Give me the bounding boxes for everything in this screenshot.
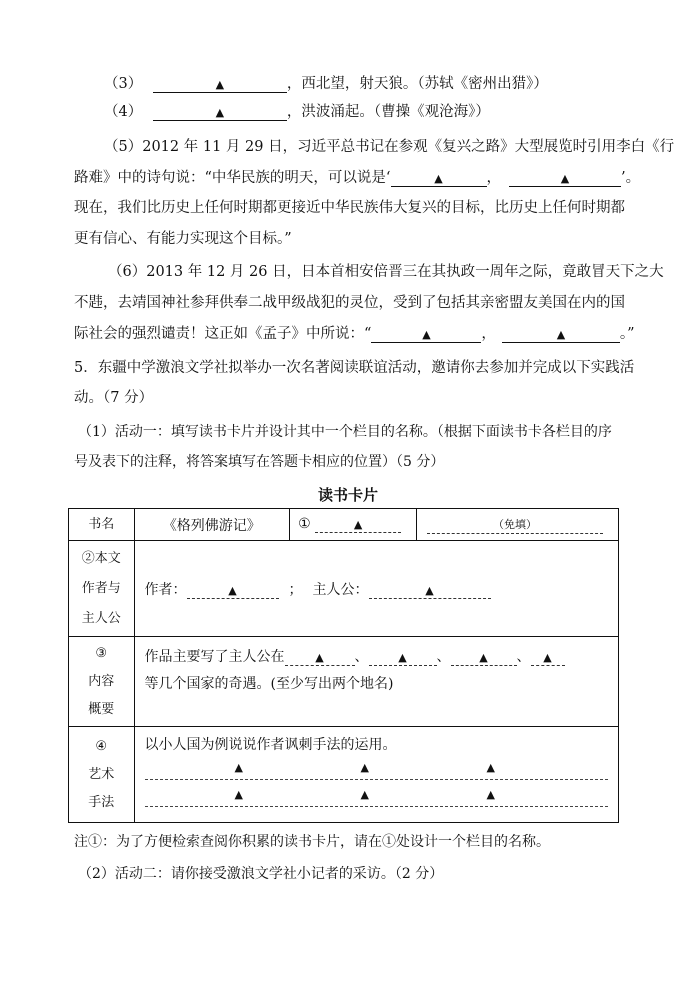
place-blank[interactable]: ▲	[451, 649, 517, 666]
row-label-author-hero: ②本文 作者与 主人公	[69, 541, 135, 637]
question-5-line4: 更有信心、有能力实现这个目标。”	[74, 231, 292, 247]
table-row	[69, 541, 619, 637]
activity-2: （2）活动二：请你接受激浪文学社小记者的采访。（2 分）	[78, 866, 444, 882]
row-label-content: ③ 内容 概要	[69, 637, 135, 727]
content-cell: 作品主要写了主人公在 ▲ 、 ▲ 、 ▲ 、 ▲ 等几个国家的奇遇。(至少写出两个地名)	[134, 637, 619, 727]
answer-blank[interactable]: ▲	[391, 170, 487, 187]
question-6-line1: （6）2013 年 12 月 26 日，日本首相安倍晋三在其执政一周年之际，竟敢冒天下之大	[108, 264, 664, 280]
question-text: ，西北望，射天狼。（苏轼《密州出猎》）	[286, 76, 548, 92]
answer-blank[interactable]: ▲	[153, 104, 287, 121]
author-blank[interactable]: ▲	[187, 582, 279, 599]
answer-blank[interactable]: ▲	[371, 326, 481, 343]
question-5-line1: （5）2012 年 11 月 29 日，习近平总书记在参观《复兴之路》大型展览时引用李白《行	[104, 139, 675, 155]
question-5-main-line2: 动。（7 分）	[74, 390, 154, 406]
activity-1-line2: 号及表下的注释，将答案填写在答题卡相应的位置）（5 分）	[74, 454, 445, 470]
card-title: 读书卡片	[317, 486, 378, 504]
question-3	[104, 74, 548, 94]
art-answer-line[interactable]: ▲ ▲ ▲	[145, 759, 609, 780]
place-blank[interactable]: ▲	[369, 649, 437, 666]
author-hero-cell: 作者： ▲ ； 主人公： ▲	[134, 541, 619, 637]
answer-blank[interactable]: ▲	[502, 326, 620, 343]
question-4	[104, 102, 490, 122]
table-row	[69, 637, 619, 727]
art-answer-line[interactable]: ▲ ▲ ▲	[145, 786, 609, 807]
column-1-cell: ① ▲	[290, 509, 417, 541]
question-6-line3: 际社会的强烈谴责！这正如《孟子》中所说：“ ▲ ， ▲ 。”	[74, 326, 635, 342]
question-number: （4）	[104, 104, 143, 120]
free-fill-blank: （免填）	[427, 517, 603, 534]
free-fill-cell	[417, 509, 619, 541]
answer-blank[interactable]: ▲	[153, 76, 287, 93]
book-label: 书名	[69, 509, 135, 541]
book-name: 《格列佛游记》	[134, 509, 290, 541]
question-5-line3: 现在，我们比历史上任何时期都更接近中华民族伟大复兴的目标，比历史上任何时期都	[74, 200, 625, 216]
reading-card-table	[68, 508, 619, 823]
question-number: （3）	[104, 76, 143, 92]
place-blank[interactable]: ▲	[285, 649, 355, 666]
question-text: ，洪波涌起。（曹操《观沧海》）	[286, 104, 490, 120]
table-row	[69, 509, 619, 541]
column-name-blank[interactable]: ▲	[315, 516, 401, 533]
question-5-line2: 路难》中的诗句说：“中华民族的明天，可以说是‘ ▲ ， ▲ ’。	[74, 170, 641, 186]
hero-blank[interactable]: ▲	[369, 582, 491, 599]
card-note: 注①：为了方便检索查阅你积累的读书卡片，请在①处设计一个栏目的名称。	[74, 834, 550, 850]
table-row	[69, 727, 619, 823]
answer-blank[interactable]: ▲	[509, 170, 621, 187]
art-cell: 以小人国为例说说作者讽刺手法的运用。 ▲ ▲ ▲ ▲ ▲ ▲	[134, 727, 619, 823]
row-label-art: ④ 艺术 手法	[69, 727, 135, 823]
question-6-line2: 不韪，去靖国神社参拜供奉二战甲级战犯的灵位，受到了包括其亲密盟友美国在内的国	[74, 295, 625, 311]
activity-1-line1: （1）活动一：填写读书卡片并设计其中一个栏目的名称。（根据下面读书卡各栏目的序	[78, 424, 612, 440]
question-5-main-line1: 5．东疆中学激浪文学社拟举办一次名著阅读联谊活动，邀请你去参加并完成以下实践活	[74, 360, 635, 376]
place-blank[interactable]: ▲	[531, 649, 565, 666]
